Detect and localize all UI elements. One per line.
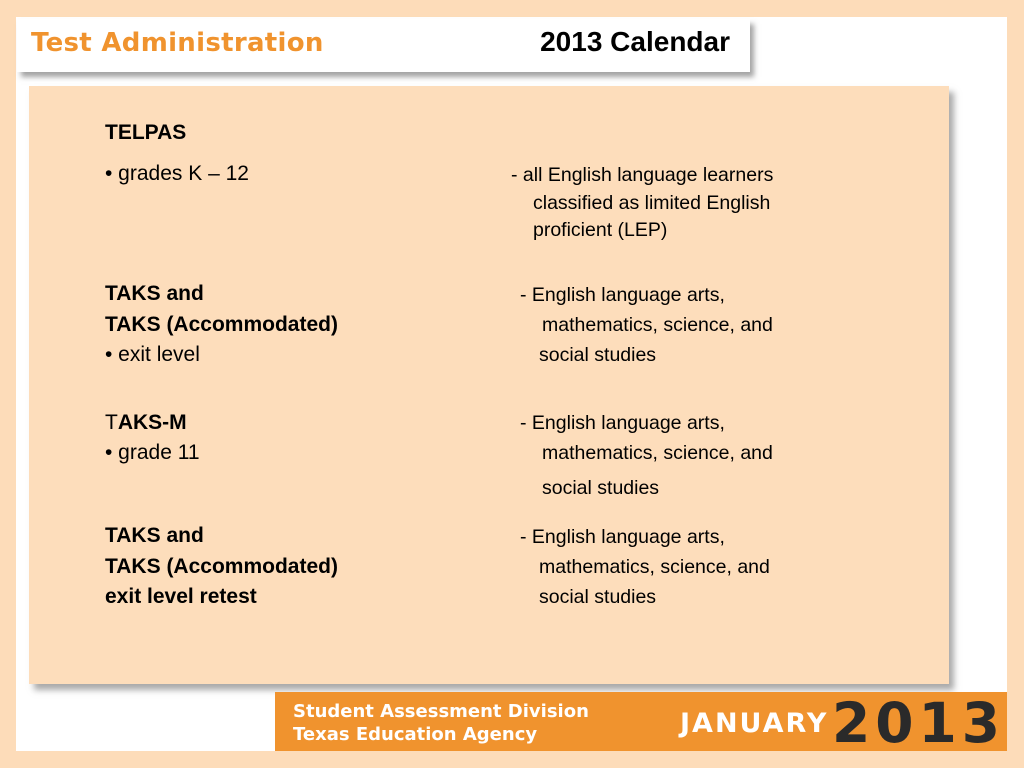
taks-retest-desc-line2: mathematics, science, and: [539, 556, 770, 578]
taks-exit-desc-line3: social studies: [539, 344, 657, 366]
header-title: Test Administration: [31, 28, 324, 58]
footer-year: 2013: [832, 691, 1006, 755]
telpas-desc-line2: classified as limited English: [533, 192, 771, 214]
content-panel: [29, 86, 949, 684]
taks-m-desc-line2: mathematics, science, and: [542, 442, 773, 464]
taks-exit-desc-line2: mathematics, science, and: [542, 314, 773, 336]
calendar-title: 2013 Calendar: [540, 26, 730, 57]
taks-m-heading-prefix: T: [105, 411, 118, 434]
taks-exit-bullet: • exit level: [105, 343, 200, 366]
telpas-heading: TELPAS: [105, 121, 187, 144]
taks-exit-heading2: TAKS (Accommodated): [105, 313, 338, 336]
taks-m-heading-rest: AKS-M: [117, 411, 187, 434]
telpas-desc-line3: proficient (LEP): [533, 219, 668, 241]
taks-m-desc-line3: social studies: [542, 477, 660, 499]
footer-org-line1: Student Assessment Division: [293, 701, 589, 722]
footer-month: JANUARY: [680, 708, 829, 739]
taks-m-heading: [105, 411, 187, 435]
taks-exit-heading1: TAKS and: [105, 282, 204, 305]
taks-retest-heading1: TAKS and: [105, 524, 204, 547]
header-bar: [17, 19, 750, 72]
telpas-desc-line1: - all English language learners: [511, 164, 774, 186]
taks-retest-desc-line3: social studies: [539, 586, 657, 608]
taks-retest-heading3: exit level retest: [105, 585, 257, 608]
footer-bar: [275, 691, 1007, 755]
footer-org-line2: Texas Education Agency: [293, 724, 538, 745]
telpas-bullet: • grades K – 12: [105, 162, 249, 185]
taks-m-desc-line1: - English language arts,: [520, 412, 725, 434]
taks-retest-heading2: TAKS (Accommodated): [105, 555, 338, 578]
taks-retest-desc-line1: - English language arts,: [520, 526, 725, 548]
taks-exit-desc-line1: - English language arts,: [520, 284, 725, 306]
taks-m-bullet: • grade 11: [105, 441, 200, 464]
